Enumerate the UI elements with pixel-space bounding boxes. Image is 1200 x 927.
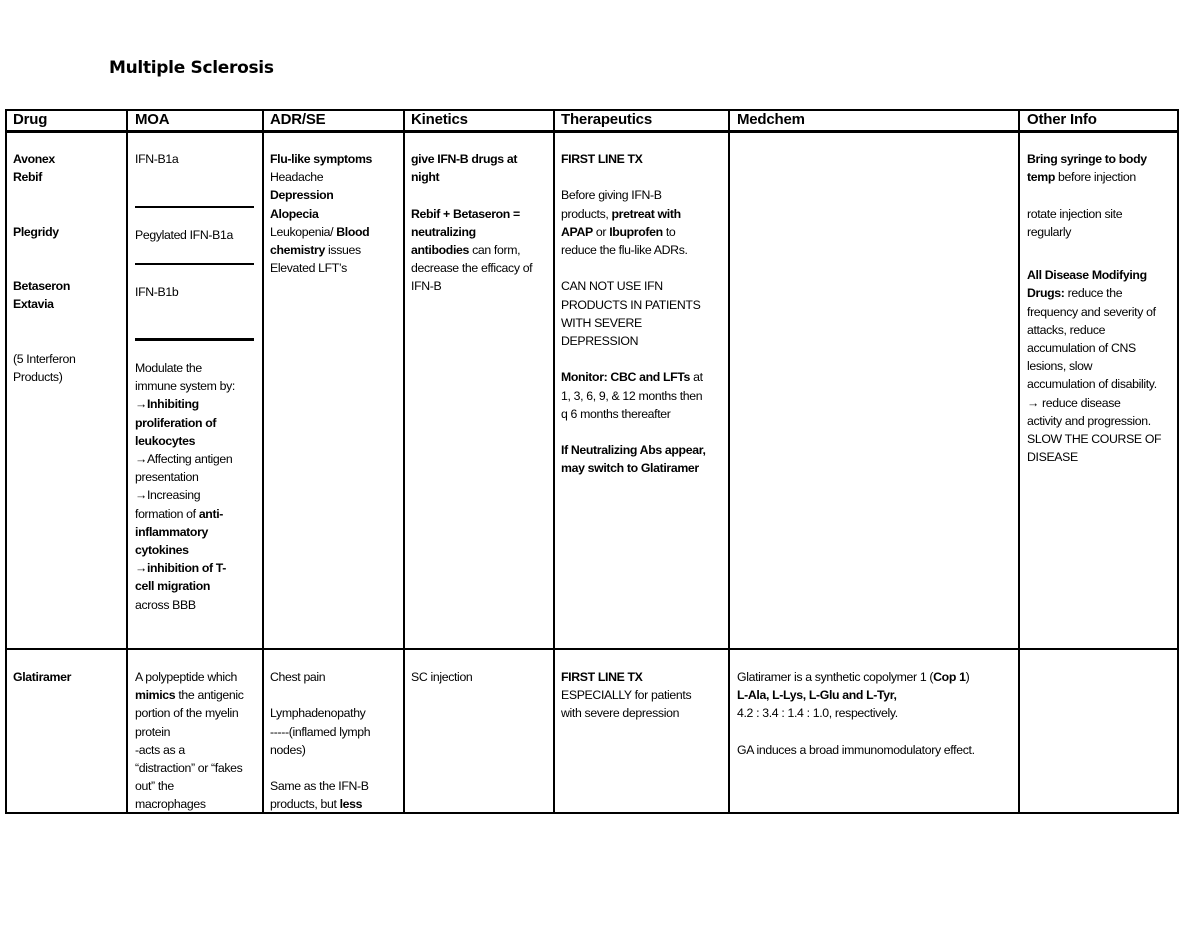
text-line: Pegylated IFN-B1a — [135, 228, 233, 242]
moa-separator — [135, 263, 254, 265]
text-line: portion of the myelin — [135, 706, 239, 721]
text-line: Chest pain — [270, 670, 326, 684]
text-line: →inhibition of T- — [135, 561, 227, 576]
header-other-info: Other Info — [1027, 111, 1097, 128]
text-line: accumulation of CNS — [1027, 341, 1136, 355]
col-border — [126, 109, 128, 814]
text-line: DISEASE — [1027, 450, 1078, 465]
header-adr: ADR/SE — [270, 111, 326, 128]
col-border — [1018, 109, 1020, 814]
moa-separator — [135, 206, 254, 208]
text-line: products, but — [270, 797, 340, 812]
page-title: Multiple Sclerosis — [109, 58, 274, 78]
text-line: to — [662, 224, 676, 239]
text-line: Flu-like symptoms — [270, 152, 373, 166]
moa-description — [135, 359, 235, 614]
text-line: formation of — [135, 506, 199, 521]
text-line: may switch to Glatiramer — [561, 461, 699, 476]
drug-name: Plegridy — [13, 225, 59, 239]
text-line: L-Ala, L-Lys, L-Glu and L-Tyr, — [737, 688, 897, 703]
text-line: reduce the flu-like ADRs. — [561, 243, 688, 257]
text-line: give IFN-B drugs at — [411, 152, 518, 166]
moa-ifn-b1b — [135, 283, 178, 301]
text-line: out” the — [135, 779, 174, 794]
text-line: before injection — [1054, 170, 1136, 185]
text-line: 1, 3, 6, 9, & 12 months then — [561, 388, 703, 403]
text-line: →Inhibiting — [135, 397, 199, 412]
col-border — [1177, 109, 1179, 814]
text-line: FIRST LINE TX — [561, 152, 643, 166]
text-line: at — [690, 370, 703, 385]
header-bottom-border — [5, 130, 1179, 133]
row2-medchem-cell — [737, 668, 975, 759]
text-line: SC injection — [411, 670, 473, 684]
text-line: →Increasing — [135, 488, 201, 503]
text-line: Drugs: — [1027, 286, 1065, 301]
text-line: Modulate the — [135, 361, 202, 375]
text-line: reduce the — [1064, 286, 1123, 301]
drug-name: Glatiramer — [13, 670, 72, 684]
text-line: q 6 months thereafter — [561, 406, 671, 421]
text-line: IFN-B — [411, 279, 442, 294]
text-line: antibodies — [411, 243, 469, 257]
row2-therapeutics-cell — [561, 668, 691, 723]
text-line: CAN NOT USE IFN — [561, 279, 663, 294]
text-line: neutralizing — [411, 224, 476, 239]
text-line: GA induces a broad immunomodulatory effect. — [737, 742, 975, 757]
text-line: accumulation of disability. — [1027, 377, 1157, 392]
text-line: IFN-B1a — [135, 152, 179, 166]
header-therapeutics: Therapeutics — [561, 111, 652, 128]
text-line: Before giving IFN-B — [561, 188, 662, 203]
text-line: PRODUCTS IN PATIENTS — [561, 297, 701, 312]
text-line: proliferation of — [135, 415, 217, 430]
header-drug: Drug — [13, 111, 48, 128]
text-line: rotate injection site — [1027, 206, 1123, 221]
text-line: activity and progression. — [1027, 413, 1151, 428]
text-line: inflammatory — [135, 524, 209, 539]
text-line: Ibuprofen — [609, 224, 663, 239]
text-line: frequency and severity of — [1027, 304, 1156, 319]
text-line: ESPECIALLY for patients — [561, 688, 692, 703]
text-line: macrophages — [135, 797, 206, 812]
col-border — [403, 109, 405, 814]
row1-drug-cell — [13, 150, 55, 186]
text-line: IFN-B1b — [135, 285, 179, 299]
text-line: APAP — [561, 224, 593, 239]
text-line: the antigenic — [175, 688, 244, 703]
text-line: cytokines — [135, 543, 189, 558]
moa-ifn-b1a — [135, 150, 178, 168]
text-line: Depression — [270, 188, 334, 203]
text-line: “distraction” or “fakes — [135, 761, 243, 776]
text-line: issues — [324, 243, 361, 258]
header-medchem: Medchem — [737, 111, 805, 128]
text-line: attacks, reduce — [1027, 322, 1106, 337]
col-border — [5, 109, 7, 814]
header-kinetics: Kinetics — [411, 111, 468, 128]
row1-drug-cell — [13, 277, 70, 313]
text-line: -----(inflamed lymph — [270, 724, 371, 739]
text-line: Alopecia — [270, 206, 319, 221]
row1-kinetics-cell — [411, 150, 532, 296]
text-line: (5 Interferon — [13, 352, 76, 366]
row1-adr-cell — [270, 150, 372, 277]
moa-separator — [135, 338, 254, 341]
text-line: nodes) — [270, 742, 306, 757]
text-line: night — [411, 170, 440, 185]
row1-therapeutics-cell — [561, 150, 706, 478]
text-line: ) — [965, 670, 970, 684]
text-line: across BBB — [135, 597, 196, 612]
text-line: Products) — [13, 370, 63, 385]
text-line: Leukopenia/ — [270, 224, 337, 239]
row2-adr-cell — [270, 668, 370, 814]
text-line: cell migration — [135, 579, 211, 594]
text-line: mimics — [135, 688, 176, 703]
drug-name: Extavia — [13, 297, 54, 312]
text-line: decrease the efficacy of — [411, 261, 533, 276]
text-line: chemistry — [270, 243, 325, 258]
text-line: lesions, slow — [1027, 359, 1093, 374]
row1-drug-cell — [13, 223, 59, 241]
header-moa: MOA — [135, 111, 170, 128]
text-line: Bring syringe to body — [1027, 152, 1147, 166]
drug-name: Rebif — [13, 170, 42, 185]
text-line: All Disease Modifying — [1027, 268, 1147, 283]
text-line: If Neutralizing Abs appear, — [561, 443, 706, 458]
text-line: temp — [1027, 170, 1055, 185]
text-line: presentation — [135, 470, 199, 485]
row1-drug-note — [13, 350, 75, 386]
text-line: Glatiramer is a synthetic copolymer 1 ( — [737, 670, 934, 684]
text-line: →Affecting antigen — [135, 452, 233, 467]
drug-name: Betaseron — [13, 279, 70, 293]
row2-drug-cell — [13, 668, 71, 686]
col-border — [553, 109, 555, 814]
text-line: WITH SEVERE — [561, 315, 642, 330]
col-border — [728, 109, 730, 814]
text-line: pretreat with — [611, 206, 681, 221]
text-line: less — [339, 797, 363, 812]
row1-other-info-cell — [1027, 150, 1161, 466]
text-line: Blood — [336, 224, 370, 239]
text-line: FIRST LINE TX — [561, 670, 643, 684]
text-line: anti- — [198, 506, 224, 521]
text-line: regularly — [1027, 224, 1072, 239]
text-line: products, — [561, 206, 612, 221]
text-line: Cop 1 — [933, 670, 966, 684]
text-line: A polypeptide which — [135, 670, 238, 684]
col-border — [262, 109, 264, 814]
text-line: protein — [135, 724, 171, 739]
text-line: leukocytes — [135, 433, 196, 448]
text-line: Monitor: CBC and LFTs — [561, 370, 691, 385]
text-line: SLOW THE COURSE OF — [1027, 432, 1162, 447]
text-line: immune system by: — [135, 379, 235, 394]
moa-pegylated — [135, 226, 233, 244]
drug-name: Avonex — [13, 152, 55, 166]
text-line: with severe depression — [561, 706, 680, 721]
text-line: DEPRESSION — [561, 334, 639, 348]
text-line: Lymphadenopathy — [270, 706, 366, 721]
text-line: can form, — [469, 243, 521, 257]
text-line: Headache — [270, 170, 324, 185]
row2-kinetics-cell — [411, 668, 472, 686]
text-line: Same as the IFN-B — [270, 779, 369, 794]
row2-moa-cell — [135, 668, 244, 814]
text-line: → reduce disease — [1027, 395, 1121, 410]
row-divider — [5, 648, 1179, 650]
text-line: 4.2 : 3.4 : 1.4 : 1.0, respectively. — [737, 706, 898, 721]
text-line: or — [592, 224, 610, 239]
text-line: Rebif + Betaseron = — [411, 206, 520, 221]
text-line: Elevated LFT’s — [270, 261, 347, 276]
text-line: -acts as a — [135, 742, 185, 757]
